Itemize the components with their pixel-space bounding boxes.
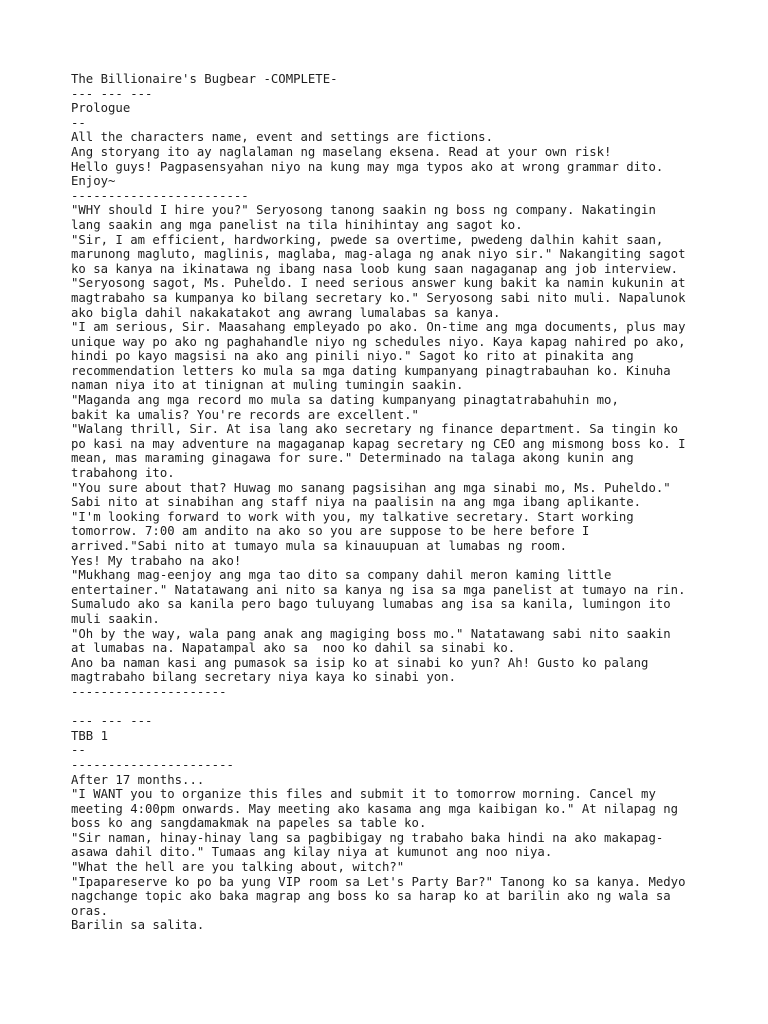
text-line: "Mukhang mag-eenjoy ang mga tao dito sa company dahil meron kaming little [71, 568, 612, 583]
text-line: "I am serious, Sir. Maasahang empleyado po ako. On-time ang mga documents, plus may [71, 320, 686, 335]
text-line: meeting 4:00pm onwards. May meeting ako kasama ang mga kaibigan ko." At nilapag ng [71, 801, 679, 816]
document-text [71, 87, 751, 933]
text-line: naman niya ito at tinignan at muling tumingin saakin. [71, 378, 464, 393]
text-line: marunong magluto, maglinis, maglaba, mag-alaga ng anak niyo sir." Nakangiting sagot [71, 247, 686, 262]
text-line: at lumabas na. Napatampal ako sa noo ko dahil sa sinabi ko. [71, 641, 516, 656]
text-line: nagchange topic ako baka magrap ang boss ko sa harap ko at barilin ako ng wala sa [71, 889, 671, 904]
text-line: entertainer." Natatawang ani nito sa kanya ng isa sa mga panelist at tumayo na rin. [71, 582, 686, 597]
text-line: "Sir naman, hinay-hinay lang sa pagbibigay ng trabaho baka hindi na ako makapag- [71, 830, 664, 845]
text-line: trabahong ito. [71, 466, 175, 481]
text-line: tomorrow. 7:00 am andito na ako so you are suppose to be here before I [71, 524, 590, 539]
text-line: Barilin sa salita. [71, 918, 205, 933]
text-line: magtrabaho bilang secretary niya kaya ko sinabi yon. [71, 670, 456, 685]
text-line: hindi po kayo magsisi na ako ang pinili niyo." Sagot ko rito at pinakita ang [71, 349, 634, 364]
text-line: "Ipapareserve ko po ba yung VIP room sa Let's Party Bar?" Tanong ko sa kanya. Medyo [71, 874, 686, 889]
text-line: bakit ka umalis? You're records are excellent." [71, 407, 419, 422]
text-line: recommendation letters ko mula sa mga dating kumpanyang pinagtrabauhan ko. Kinuha [71, 363, 671, 378]
text-line: ako bigla dahil nakakatakot ang awrang lumalabas sa kanya. [71, 305, 501, 320]
text-line: All the characters name, event and settings are fictions. [71, 130, 493, 145]
text-line: boss ko ang sangdamakmak na papeles sa table ko. [71, 816, 427, 831]
text-line: "You sure about that? Huwag mo sanang pagsisihan ang mga sinabi mo, Ms. Puheldo." [71, 480, 671, 495]
text-line: ---------------------- [71, 757, 234, 772]
text-line: lang saakin ang mga panelist na tila hinihintay ang sagot ko. [71, 217, 523, 232]
text-line: Sumaludo ako sa kanila pero bago tuluyang lumabas ang isa sa kanila, lumingon ito [71, 597, 671, 612]
text-line: Enjoy~ [71, 174, 116, 189]
text-line: Ano ba naman kasi ang pumasok sa isip ko at sinabi ko yun? Ah! Gusto ko palang [71, 655, 649, 670]
document-title: The Billionaire's Bugbear -COMPLETE- [71, 72, 338, 86]
text-line: Ang storyang ito ay naglalaman ng maselang eksena. Read at your own risk! [71, 144, 612, 159]
text-line: -- [71, 743, 86, 758]
text-line: muli saakin. [71, 611, 160, 626]
text-line: ko sa kanya na ikinatawa ng ibang nasa loob kung saan nagaganap ang job interview. [71, 261, 679, 276]
text-line: arrived."Sabi nito at tumayo mula sa kinauupuan at lumabas ng room. [71, 539, 568, 553]
text-line: mean, mas maraming ginagawa for sure." Determinado na talaga akong kunin ang [71, 451, 634, 466]
text-line: "Walang thrill, Sir. At isa lang ako secretary ng finance department. Sa tingin ko [71, 422, 679, 437]
text-line: "I'm looking forward to work with you, my talkative secretary. Start working [71, 509, 634, 524]
text-line: Yes! My trabaho na ako! [71, 553, 242, 568]
text-line: Hello guys! Pagpasensyahan niyo na kung may mga typos ako at wrong grammar dito. [71, 159, 664, 174]
text-line: "Seryosong sagot, Ms. Puheldo. I need serious answer kung bakit ka namin kukunin at [71, 276, 686, 291]
text-line: Sabi nito at sinabihan ang staff niya na paalisin na ang mga ibang aplikante. [71, 495, 642, 510]
text-line: "WHY should I hire you?" Seryosong tanong saakin ng boss ng company. Nakatingin [71, 203, 656, 218]
text-line: oras. [71, 903, 109, 918]
text-line: asawa dahil dito." Tumaas ang kilay niya at kumunot ang noo niya. [71, 845, 553, 860]
text-line: "Sir, I am efficient, hardworking, pwede sa overtime, pwedeng dalhin kahit saan, [71, 232, 664, 247]
text-line: unique way po ako ng paghahandle niyo ng schedules niyo. Kaya kapag nahired po ako, [71, 334, 686, 349]
text-line: Prologue [71, 101, 131, 116]
text-line: "Maganda ang mga record mo mula sa dating kumpanyang pinagtatrabahuhin mo, [71, 393, 619, 408]
text-line: "What the hell are you talking about, witch?" [71, 860, 405, 875]
text-line: "I WANT you to organize this files and submit it to tomorrow morning. Cancel my [71, 787, 656, 802]
document-body [71, 72, 751, 933]
text-line: po kasi na may adventure na magaganap kapag secretary ng CEO ang mismong boss ko. I [71, 436, 686, 451]
text-line: --- --- --- [71, 86, 153, 101]
text-line: "Oh by the way, wala pang anak ang magiging boss mo." Natatawang sabi nito saakin [71, 626, 671, 641]
text-line: TBB 1 [71, 728, 109, 743]
text-line: After 17 months... [71, 772, 205, 787]
text-line: --------------------- [71, 684, 227, 699]
text-line: --- --- --- [71, 714, 153, 729]
text-line [71, 700, 751, 715]
text-line: -- [71, 115, 86, 130]
text-line: ------------------------ [71, 188, 249, 203]
text-line: magtrabaho sa kumpanya ko bilang secretary ko." Seryosong sabi nito muli. Napalunok [71, 290, 686, 305]
